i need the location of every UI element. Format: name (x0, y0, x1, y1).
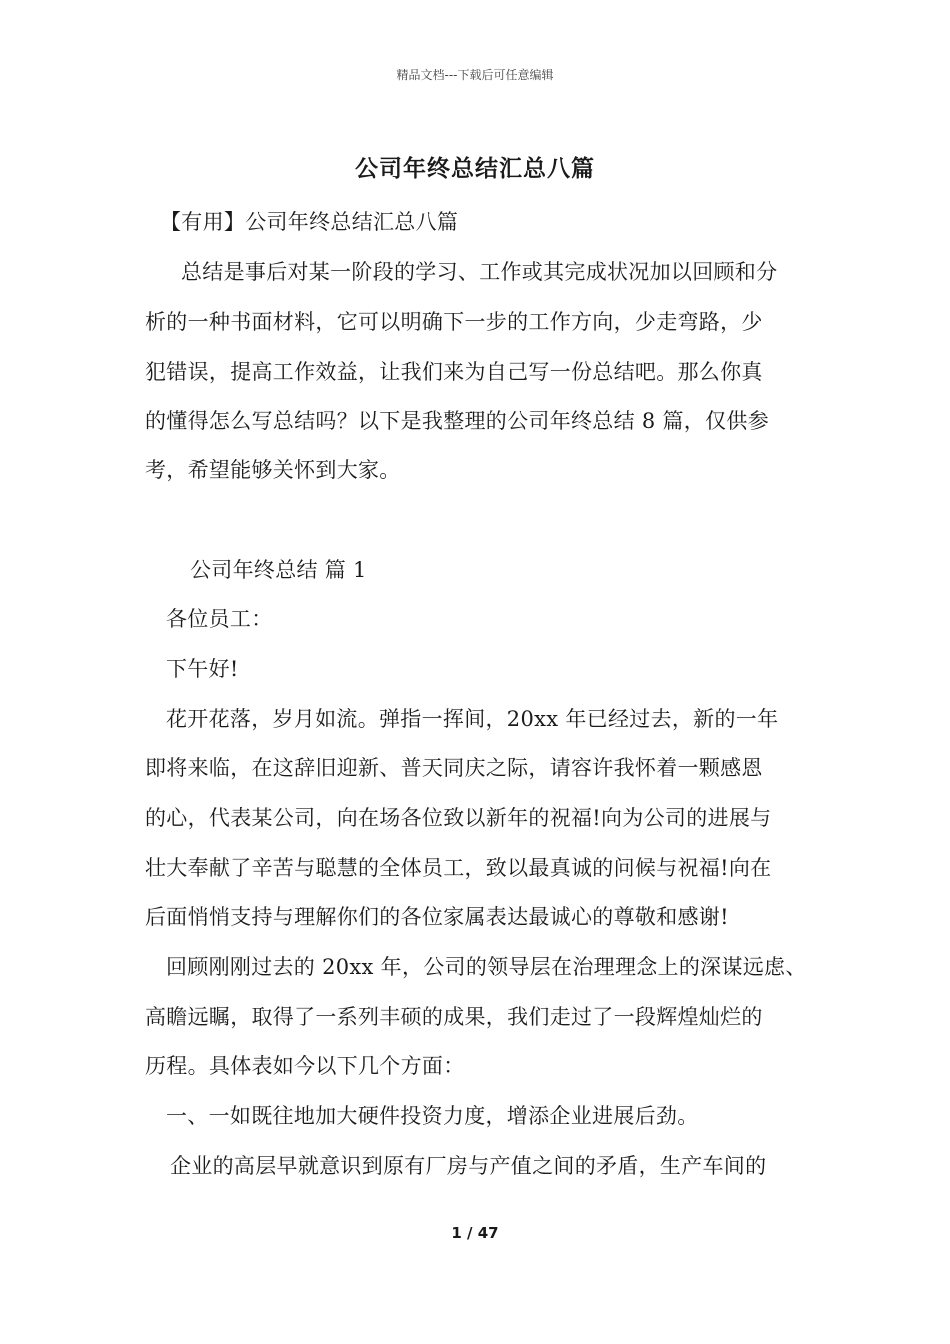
paragraph-line: 花开花落，岁月如流。弹指一挥间，20xx 年已经过去，新的一年 (166, 707, 779, 731)
intro-line: 的懂得怎么写总结吗？以下是我整理的公司年终总结 8 篇，仅供参 (145, 409, 770, 433)
greeting: 下午好! (166, 657, 239, 681)
document-subtitle: 【有用】公司年终总结汇总八篇 (160, 210, 459, 234)
paragraph-line: 企业的高层早就意识到原有厂房与产值之间的矛盾，生产车间的 (170, 1154, 767, 1178)
intro-line: 总结是事后对某一阶段的学习、工作或其完成状况加以回顾和分 (181, 260, 778, 284)
paragraph-line: 后面悄悄支持与理解你们的各位家属表达最诚心的尊敬和感谢! (145, 905, 729, 929)
intro-line: 析的一种书面材料，它可以明确下一步的工作方向，少走弯路，少 (145, 310, 763, 334)
section-heading: 公司年终总结 篇 1 (190, 558, 367, 582)
paragraph-line: 历程。具体表如今以下几个方面： (145, 1054, 465, 1078)
paragraph-line: 回顾刚刚过去的 20xx 年，公司的领导层在治理理念上的深谋远虑、 (166, 955, 807, 979)
intro-line: 犯错误，提高工作效益，让我们来为自己写一份总结吧。那么你真 (145, 360, 763, 384)
paragraph-line: 的心，代表某公司，向在场各位致以新年的祝福!向为公司的进展与 (145, 806, 772, 830)
page-indicator: 1 / 47 (451, 1224, 499, 1242)
point-heading: 一、一如既往地加大硬件投资力度，增添企业进展后劲。 (166, 1104, 699, 1128)
page-header: 精品文档---下载后可任意编辑 (396, 68, 554, 82)
intro-line: 考，希望能够关怀到大家。 (145, 458, 401, 482)
paragraph-line: 即将来临，在这辞旧迎新、普天同庆之际，请容许我怀着一颗感恩 (145, 756, 763, 780)
paragraph-line: 壮大奉献了辛苦与聪慧的全体员工，致以最真诚的问候与祝福!向在 (145, 856, 772, 880)
salutation: 各位员工： (166, 607, 273, 631)
document-title: 公司年终总结汇总八篇 (355, 155, 595, 182)
paragraph-line: 高瞻远瞩，取得了一系列丰硕的成果，我们走过了一段辉煌灿烂的 (145, 1005, 763, 1029)
